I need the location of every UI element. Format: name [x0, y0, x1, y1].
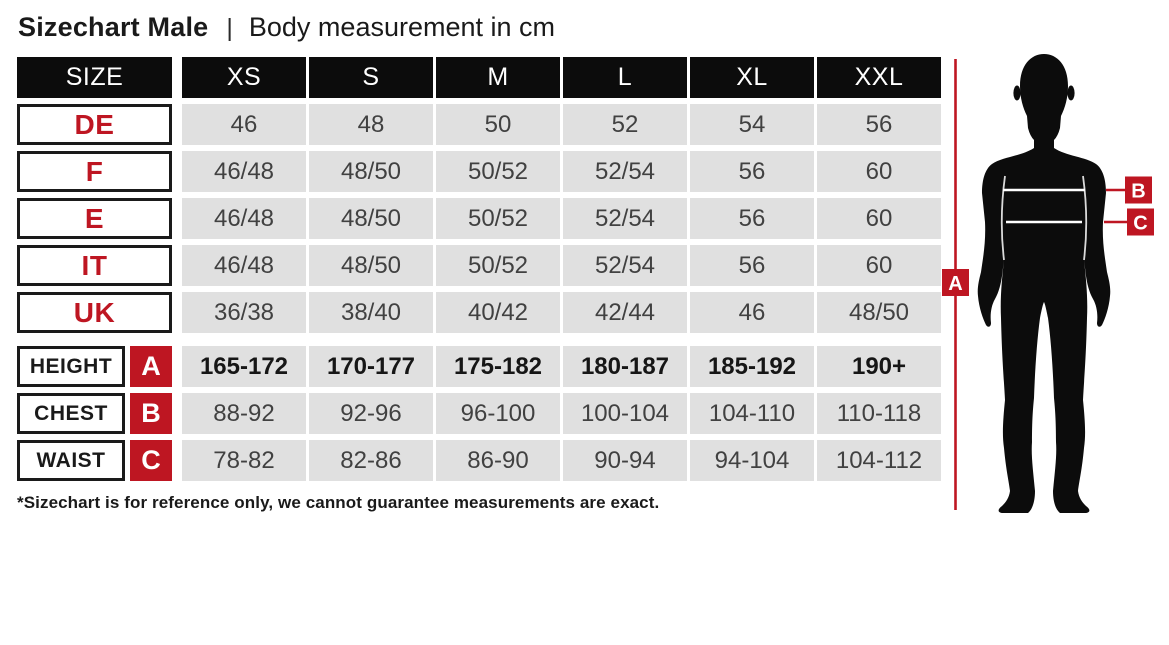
- size-cell: 60: [817, 151, 941, 192]
- size-cell: 46/48: [182, 245, 306, 286]
- table-header-row: [17, 57, 941, 98]
- row-label-chest: CHEST: [17, 393, 125, 434]
- size-cell: 60: [817, 198, 941, 239]
- size-cell: 38/40: [309, 292, 433, 333]
- row-label-de: DE: [17, 104, 172, 145]
- figure-badge-b: [1125, 177, 1152, 204]
- measure-cell: 78-82: [182, 440, 306, 481]
- measure-cell: 100-104: [563, 393, 687, 434]
- page-title: [18, 12, 555, 43]
- size-table: [17, 57, 941, 513]
- size-cell: 54: [690, 104, 814, 145]
- size-cell: 60: [817, 245, 941, 286]
- column-header-xl: XL: [690, 57, 814, 98]
- size-cell: 50/52: [436, 245, 560, 286]
- title-subtitle: Body measurement in cm: [248, 12, 556, 42]
- height-label-group: [17, 346, 172, 387]
- table-row-uk: [17, 292, 941, 333]
- size-cell: 42/44: [563, 292, 687, 333]
- table-row-it: [17, 245, 941, 286]
- waist-label-group: [17, 440, 172, 481]
- size-cell: 56: [690, 151, 814, 192]
- size-cell: 46/48: [182, 151, 306, 192]
- row-label-it: IT: [17, 245, 172, 286]
- measure-cell: 82-86: [309, 440, 433, 481]
- measure-cell: 104-112: [817, 440, 941, 481]
- body-figure-diagram: [940, 50, 1169, 562]
- figure-badge-c: [1127, 209, 1154, 236]
- badge-b: B: [130, 393, 172, 434]
- row-label-uk: UK: [17, 292, 172, 333]
- size-cell: 56: [690, 245, 814, 286]
- column-header-xs: XS: [182, 57, 306, 98]
- title-separator: |: [226, 14, 233, 42]
- measure-cell: 92-96: [309, 393, 433, 434]
- male-silhouette-icon: [978, 54, 1111, 513]
- size-cell: 46: [182, 104, 306, 145]
- svg-text:A: A: [948, 273, 963, 295]
- measure-cell: 88-92: [182, 393, 306, 434]
- size-header-cell: SIZE: [17, 57, 172, 98]
- measure-cell: 90-94: [563, 440, 687, 481]
- row-label-height: HEIGHT: [17, 346, 125, 387]
- title-main: Sizechart Male: [18, 12, 209, 42]
- table-row-height: [17, 346, 941, 387]
- measure-cell: 165-172: [182, 346, 306, 387]
- size-cell: 50: [436, 104, 560, 145]
- figure-badge-a: [942, 269, 969, 296]
- size-cell: 52/54: [563, 245, 687, 286]
- measure-cell: 96-100: [436, 393, 560, 434]
- measure-cell: 170-177: [309, 346, 433, 387]
- badge-c: C: [130, 440, 172, 481]
- size-cell: 46: [690, 292, 814, 333]
- size-cell: 48: [309, 104, 433, 145]
- measure-cell: 94-104: [690, 440, 814, 481]
- table-row-de: [17, 104, 941, 145]
- row-label-e: E: [17, 198, 172, 239]
- size-cell: 48/50: [817, 292, 941, 333]
- size-cell: 40/42: [436, 292, 560, 333]
- column-header-s: S: [309, 57, 433, 98]
- size-cell: 52/54: [563, 151, 687, 192]
- size-cell: 56: [817, 104, 941, 145]
- measure-cell: 110-118: [817, 393, 941, 434]
- row-label-f: F: [17, 151, 172, 192]
- size-cell: 50/52: [436, 151, 560, 192]
- size-cell: 46/48: [182, 198, 306, 239]
- svg-text:C: C: [1133, 212, 1148, 235]
- chest-label-group: [17, 393, 172, 434]
- measure-cell: 190+: [817, 346, 941, 387]
- measure-cell: 104-110: [690, 393, 814, 434]
- size-cell: 52/54: [563, 198, 687, 239]
- badge-a: A: [130, 346, 172, 387]
- measure-cell: 86-90: [436, 440, 560, 481]
- column-header-xxl: XXL: [817, 57, 941, 98]
- size-cell: 56: [690, 198, 814, 239]
- table-row-e: [17, 198, 941, 239]
- svg-text:B: B: [1131, 180, 1146, 203]
- size-cell: 52: [563, 104, 687, 145]
- size-cell: 48/50: [309, 151, 433, 192]
- table-row-waist: [17, 440, 941, 481]
- size-cell: 48/50: [309, 198, 433, 239]
- column-header-m: M: [436, 57, 560, 98]
- measure-cell: 175-182: [436, 346, 560, 387]
- table-row-chest: [17, 393, 941, 434]
- size-cell: 48/50: [309, 245, 433, 286]
- measure-cell: 185-192: [690, 346, 814, 387]
- column-header-l: L: [563, 57, 687, 98]
- measure-cell: 180-187: [563, 346, 687, 387]
- size-cell: 50/52: [436, 198, 560, 239]
- disclaimer-text: *Sizechart is for reference only, we cannot guarantee measurements are exact.: [17, 493, 660, 512]
- table-row-f: [17, 151, 941, 192]
- size-cell: 36/38: [182, 292, 306, 333]
- row-label-waist: WAIST: [17, 440, 125, 481]
